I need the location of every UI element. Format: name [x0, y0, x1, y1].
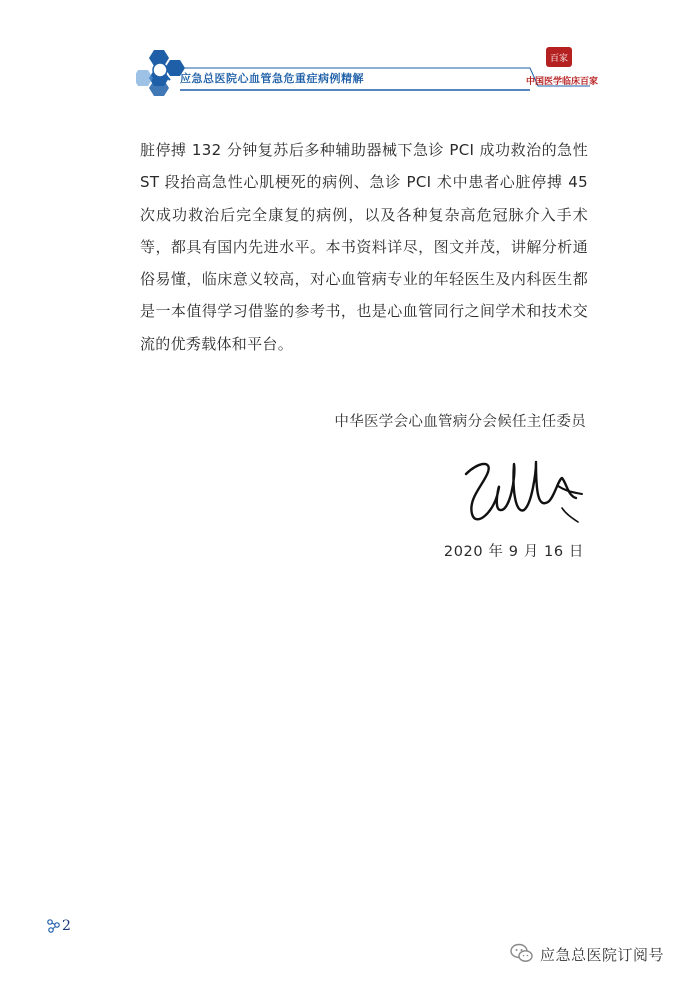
seal-text: 百家 [549, 54, 569, 64]
page-number: 2 [62, 918, 71, 934]
wechat-account-name: 应急总医院订阅号 [540, 946, 665, 964]
series-title: 应急总医院心血管急危重症病例精解 [180, 72, 364, 85]
body-paragraph: 脏停搏 132 分钟复苏后多种辅助器械下急诊 PCI 成功救治的急性 ST 段抬高急性心肌梗死的病例、急诊 PCI 术中患者心脏停搏 45 次成功救治后完全康复的病例，以及各种复杂高危冠脉介入手术等，都具有国内先进水平。本书资料详尽，图文并茂，讲解分析通俗易懂，临床意义较高，对心血管病专业的年轻医生及内科医生都是一本值得学习借鉴的参考书，也是心血管同行之间学术和技术交流的优秀载体和平台。 [140, 141, 588, 353]
body-paragraph-block [140, 134, 588, 360]
page-marker-icon [46, 918, 62, 934]
wechat-icon [510, 942, 534, 964]
signoff-date: 2020 年 9 月 16 日 [443, 544, 584, 560]
handwritten-signature [458, 452, 588, 536]
brand-name: 中国医学临床百家 [526, 77, 599, 87]
signatory-title: 中华医学会心血管病分会候任主任委员 [334, 414, 586, 430]
brand-seal-icon [545, 46, 573, 68]
page-header [0, 0, 700, 110]
